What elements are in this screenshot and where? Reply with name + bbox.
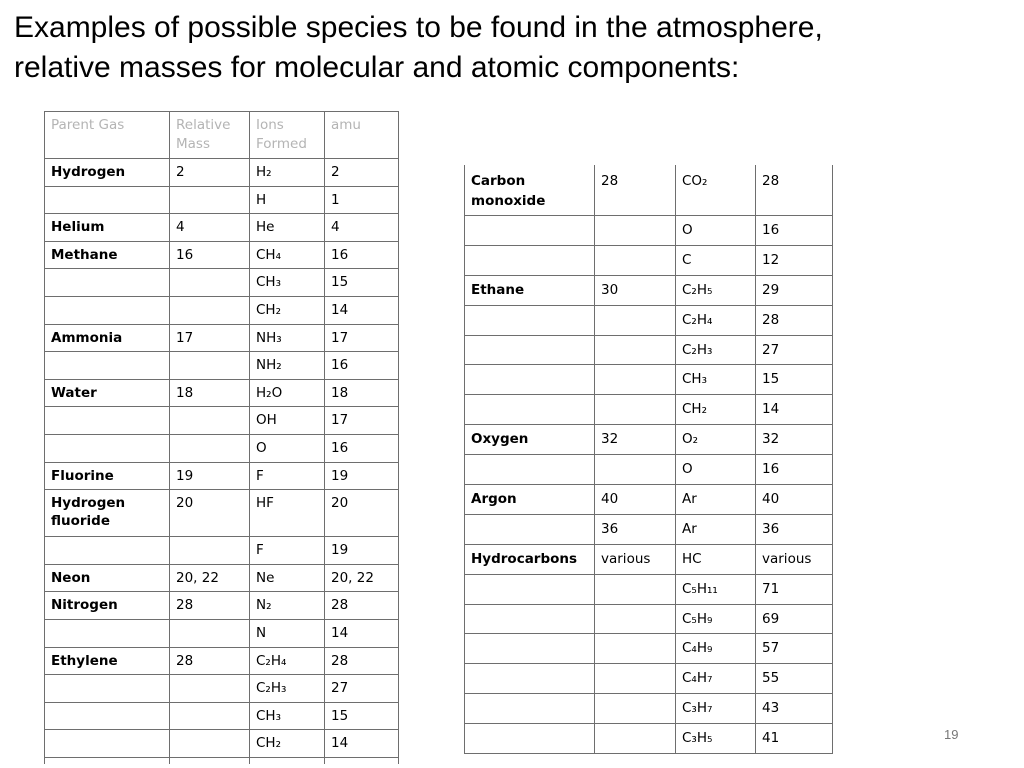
gas-cell: Ethylene bbox=[45, 647, 170, 675]
amu-cell: 2 bbox=[325, 159, 399, 187]
gas-cell bbox=[465, 245, 595, 275]
empty-cell bbox=[45, 757, 170, 764]
title-line-1: Examples of possible species to be found in the atmosphere, bbox=[14, 11, 823, 44]
ion-cell: O bbox=[250, 434, 325, 462]
relative-mass-cell bbox=[170, 730, 250, 758]
gas-cell: Ethane bbox=[465, 275, 595, 305]
ion-cell: O bbox=[676, 216, 756, 246]
gas-cell: Carbon monoxide bbox=[465, 165, 595, 216]
table-row bbox=[465, 664, 833, 694]
ion-cell: C₂H₄ bbox=[250, 647, 325, 675]
relative-mass-cell bbox=[595, 724, 676, 754]
gas-cell bbox=[465, 574, 595, 604]
gas-cell: Helium bbox=[45, 214, 170, 242]
relative-mass-cell: 2 bbox=[170, 159, 250, 187]
ion-cell: H₂O bbox=[250, 379, 325, 407]
gas-cell: Oxygen bbox=[465, 425, 595, 455]
gas-cell: Hydrocarbons bbox=[465, 544, 595, 574]
table-row bbox=[465, 455, 833, 485]
right-species-table bbox=[464, 165, 833, 754]
table-row bbox=[45, 269, 399, 297]
relative-mass-cell bbox=[595, 634, 676, 664]
amu-cell: 27 bbox=[756, 335, 833, 365]
ion-cell: F bbox=[250, 537, 325, 565]
amu-cell: 29 bbox=[756, 275, 833, 305]
ion-cell: C₂H₃ bbox=[676, 335, 756, 365]
relative-mass-cell: 28 bbox=[595, 165, 676, 216]
gas-cell bbox=[465, 216, 595, 246]
title-line-2: relative masses for molecular and atomic components: bbox=[14, 51, 740, 84]
amu-cell: 27 bbox=[325, 675, 399, 703]
amu-cell: 20, 22 bbox=[325, 564, 399, 592]
relative-mass-cell: 19 bbox=[170, 462, 250, 490]
gas-cell bbox=[465, 455, 595, 485]
ion-cell: CH₂ bbox=[250, 730, 325, 758]
gas-cell: Water bbox=[45, 379, 170, 407]
amu-cell: 28 bbox=[325, 592, 399, 620]
gas-cell bbox=[45, 186, 170, 214]
table-row bbox=[45, 407, 399, 435]
amu-cell: 16 bbox=[325, 352, 399, 380]
ion-cell: C bbox=[676, 245, 756, 275]
ion-cell: O bbox=[676, 455, 756, 485]
table-row bbox=[465, 365, 833, 395]
table-row bbox=[465, 485, 833, 515]
ion-cell: F bbox=[250, 462, 325, 490]
table-row bbox=[45, 434, 399, 462]
amu-cell: 19 bbox=[325, 537, 399, 565]
empty-cell bbox=[325, 757, 399, 764]
relative-mass-cell bbox=[595, 305, 676, 335]
amu-cell: 14 bbox=[325, 296, 399, 324]
relative-mass-cell: 28 bbox=[170, 592, 250, 620]
relative-mass-cell bbox=[170, 675, 250, 703]
amu-cell: various bbox=[756, 544, 833, 574]
amu-cell: 32 bbox=[756, 425, 833, 455]
gas-cell bbox=[45, 269, 170, 297]
gas-cell bbox=[45, 537, 170, 565]
header-parent-gas: Parent Gas bbox=[45, 112, 170, 159]
table-row bbox=[465, 335, 833, 365]
table-row bbox=[465, 604, 833, 634]
amu-cell: 18 bbox=[325, 379, 399, 407]
relative-mass-cell bbox=[170, 269, 250, 297]
gas-cell bbox=[465, 395, 595, 425]
table-row bbox=[465, 425, 833, 455]
gas-cell: Neon bbox=[45, 564, 170, 592]
gas-cell bbox=[465, 604, 595, 634]
gas-cell bbox=[465, 305, 595, 335]
ion-cell: N₂ bbox=[250, 592, 325, 620]
gas-cell bbox=[465, 514, 595, 544]
relative-mass-cell bbox=[595, 365, 676, 395]
ion-cell: CH₃ bbox=[250, 269, 325, 297]
gas-cell: Fluorine bbox=[45, 462, 170, 490]
table-row bbox=[45, 730, 399, 758]
table-row bbox=[45, 186, 399, 214]
ion-cell: Ar bbox=[676, 514, 756, 544]
relative-mass-cell bbox=[595, 604, 676, 634]
relative-mass-cell bbox=[595, 664, 676, 694]
gas-cell bbox=[45, 730, 170, 758]
table-row bbox=[465, 724, 833, 754]
relative-mass-cell bbox=[595, 335, 676, 365]
amu-cell: 69 bbox=[756, 604, 833, 634]
table-row bbox=[45, 296, 399, 324]
amu-cell: 57 bbox=[756, 634, 833, 664]
gas-cell bbox=[45, 619, 170, 647]
gas-cell: Hydrogen bbox=[45, 159, 170, 187]
amu-cell: 17 bbox=[325, 324, 399, 352]
ion-cell: C₅H₁₁ bbox=[676, 574, 756, 604]
amu-cell: 28 bbox=[756, 165, 833, 216]
relative-mass-cell bbox=[595, 245, 676, 275]
gas-cell bbox=[45, 675, 170, 703]
left-species-table bbox=[44, 111, 399, 764]
ion-cell: C₂H₅ bbox=[676, 275, 756, 305]
ion-cell: NH₂ bbox=[250, 352, 325, 380]
relative-mass-cell bbox=[595, 574, 676, 604]
gas-cell bbox=[45, 352, 170, 380]
gas-cell: Methane bbox=[45, 241, 170, 269]
page-number: 19 bbox=[944, 727, 959, 742]
table-row bbox=[45, 379, 399, 407]
relative-mass-cell bbox=[170, 434, 250, 462]
gas-cell bbox=[45, 296, 170, 324]
ion-cell: C₂H₄ bbox=[676, 305, 756, 335]
ion-cell: O₂ bbox=[676, 425, 756, 455]
relative-mass-cell: 4 bbox=[170, 214, 250, 242]
amu-cell: 28 bbox=[756, 305, 833, 335]
table-row bbox=[45, 537, 399, 565]
relative-mass-cell: 16 bbox=[170, 241, 250, 269]
relative-mass-cell bbox=[170, 407, 250, 435]
table-row bbox=[45, 490, 399, 537]
relative-mass-cell bbox=[170, 537, 250, 565]
gas-cell bbox=[465, 365, 595, 395]
relative-mass-cell bbox=[170, 619, 250, 647]
ion-cell: Ne bbox=[250, 564, 325, 592]
ion-cell: N bbox=[250, 619, 325, 647]
amu-cell: 4 bbox=[325, 214, 399, 242]
relative-mass-cell bbox=[170, 296, 250, 324]
header-relative-mass: Relative Mass bbox=[170, 112, 250, 159]
relative-mass-cell bbox=[170, 352, 250, 380]
ion-cell: CH₄ bbox=[250, 241, 325, 269]
gas-cell: Hydrogen fluoride bbox=[45, 490, 170, 537]
ion-cell: H₂ bbox=[250, 159, 325, 187]
relative-mass-cell: 30 bbox=[595, 275, 676, 305]
amu-cell: 15 bbox=[756, 365, 833, 395]
table-row bbox=[465, 694, 833, 724]
ion-cell: C₄H₉ bbox=[676, 634, 756, 664]
amu-cell: 16 bbox=[325, 434, 399, 462]
gas-cell bbox=[45, 702, 170, 730]
ion-cell: CH₂ bbox=[250, 296, 325, 324]
relative-mass-cell bbox=[595, 216, 676, 246]
amu-cell: 15 bbox=[325, 702, 399, 730]
relative-mass-cell bbox=[595, 455, 676, 485]
gas-cell: Nitrogen bbox=[45, 592, 170, 620]
table-row bbox=[465, 165, 833, 216]
relative-mass-cell: 20, 22 bbox=[170, 564, 250, 592]
ion-cell: CO₂ bbox=[676, 165, 756, 216]
table-row bbox=[45, 592, 399, 620]
table-row bbox=[465, 544, 833, 574]
amu-cell: 1 bbox=[325, 186, 399, 214]
amu-cell: 12 bbox=[756, 245, 833, 275]
amu-cell: 15 bbox=[325, 269, 399, 297]
amu-cell: 14 bbox=[325, 619, 399, 647]
amu-cell: 36 bbox=[756, 514, 833, 544]
relative-mass-cell: 17 bbox=[170, 324, 250, 352]
table-row bbox=[45, 214, 399, 242]
table-row bbox=[45, 564, 399, 592]
ion-cell: C₂H₃ bbox=[250, 675, 325, 703]
relative-mass-cell: various bbox=[595, 544, 676, 574]
table-row bbox=[45, 462, 399, 490]
table-header-row bbox=[45, 112, 399, 159]
relative-mass-cell: 32 bbox=[595, 425, 676, 455]
amu-cell: 41 bbox=[756, 724, 833, 754]
ion-cell: Ar bbox=[676, 485, 756, 515]
header-amu: amu bbox=[325, 112, 399, 159]
header-ions-formed: Ions Formed bbox=[250, 112, 325, 159]
relative-mass-cell: 20 bbox=[170, 490, 250, 537]
ion-cell: OH bbox=[250, 407, 325, 435]
table-row bbox=[465, 574, 833, 604]
amu-cell: 40 bbox=[756, 485, 833, 515]
table-row bbox=[465, 216, 833, 246]
table-row bbox=[465, 245, 833, 275]
table-row bbox=[45, 324, 399, 352]
amu-cell: 55 bbox=[756, 664, 833, 694]
ion-cell: H bbox=[250, 186, 325, 214]
table-row bbox=[45, 675, 399, 703]
relative-mass-cell: 18 bbox=[170, 379, 250, 407]
gas-cell bbox=[465, 335, 595, 365]
gas-cell bbox=[45, 407, 170, 435]
table-row bbox=[45, 241, 399, 269]
empty-cell bbox=[170, 757, 250, 764]
gas-cell bbox=[465, 634, 595, 664]
table-row bbox=[465, 514, 833, 544]
amu-cell: 19 bbox=[325, 462, 399, 490]
amu-cell: 16 bbox=[756, 216, 833, 246]
table-row bbox=[465, 634, 833, 664]
amu-cell: 43 bbox=[756, 694, 833, 724]
relative-mass-cell bbox=[595, 694, 676, 724]
amu-cell: 16 bbox=[325, 241, 399, 269]
ion-cell: HF bbox=[250, 490, 325, 537]
ion-cell: C₃H₇ bbox=[676, 694, 756, 724]
ion-cell: He bbox=[250, 214, 325, 242]
relative-mass-cell: 36 bbox=[595, 514, 676, 544]
table-row bbox=[45, 619, 399, 647]
ion-cell: C₄H₇ bbox=[676, 664, 756, 694]
ion-cell: C₃H₅ bbox=[676, 724, 756, 754]
ion-cell: CH₂ bbox=[676, 395, 756, 425]
table-row bbox=[465, 275, 833, 305]
relative-mass-cell bbox=[595, 395, 676, 425]
amu-cell: 28 bbox=[325, 647, 399, 675]
table-row bbox=[465, 395, 833, 425]
amu-cell: 16 bbox=[756, 455, 833, 485]
ion-cell: CH₃ bbox=[676, 365, 756, 395]
amu-cell: 14 bbox=[325, 730, 399, 758]
table-row-cutoff bbox=[45, 757, 399, 764]
amu-cell: 20 bbox=[325, 490, 399, 537]
gas-cell: Ammonia bbox=[45, 324, 170, 352]
ion-cell: C₅H₉ bbox=[676, 604, 756, 634]
gas-cell bbox=[465, 694, 595, 724]
table-row bbox=[45, 647, 399, 675]
gas-cell: Argon bbox=[465, 485, 595, 515]
relative-mass-cell: 40 bbox=[595, 485, 676, 515]
ion-cell: HC bbox=[676, 544, 756, 574]
gas-cell bbox=[465, 724, 595, 754]
empty-cell bbox=[250, 757, 325, 764]
amu-cell: 71 bbox=[756, 574, 833, 604]
table-row bbox=[45, 352, 399, 380]
table-row bbox=[465, 305, 833, 335]
ion-cell: CH₃ bbox=[250, 702, 325, 730]
ion-cell: NH₃ bbox=[250, 324, 325, 352]
table-row bbox=[45, 159, 399, 187]
gas-cell bbox=[45, 434, 170, 462]
relative-mass-cell bbox=[170, 702, 250, 730]
slide-title bbox=[14, 8, 1014, 88]
gas-cell bbox=[465, 664, 595, 694]
amu-cell: 17 bbox=[325, 407, 399, 435]
amu-cell: 14 bbox=[756, 395, 833, 425]
relative-mass-cell bbox=[170, 186, 250, 214]
relative-mass-cell: 28 bbox=[170, 647, 250, 675]
table-row bbox=[45, 702, 399, 730]
